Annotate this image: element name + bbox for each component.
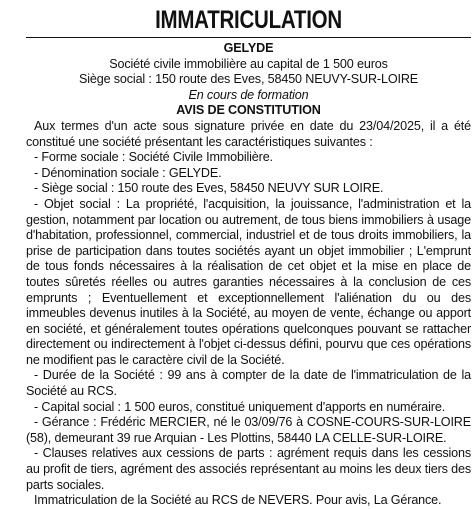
item-share-transfer-clauses: - Clauses relatives aux cessions de parts : agrément requis dans les cessions au profit de tiers, agrément des associés représentant au moins les deux tiers des parts sociales. — [26, 446, 471, 492]
item-legal-form: - Forme sociale : Société Civile Immobilière. — [34, 150, 273, 165]
company-description: Société civile immobilière au capital de 1 500 euros — [109, 56, 388, 71]
notice-body — [26, 41, 471, 509]
closing-statement: Immatriculation de la Société au RCS de NEVERS. Pour avis, La Gérance. — [34, 493, 442, 508]
formation-status: En cours de formation — [188, 87, 309, 102]
item-duration: - Durée de la Société : 99 ans à compter de la date de l'immatriculation de la Société au RCS. — [26, 368, 471, 399]
company-name: GELYDE — [223, 41, 274, 55]
item-corporate-purpose: - Objet social : La propriété, l'acquisition, la jouissance, l'administration et la gestion, notamment par location ou autrement, de tous biens immobiliers à usage d'habitation, professionnel, commercial, industriel et de tous droits immobiliers, la prise de participation dans toutes sociétés ayant un objet immobilier ; L'emprunt de tous fonds nécessaires à la réalisation de cet objet et la mise en place de toutes sûretés réelles ou autres garanties nécessaires à la conclusion de ces emprunts ; Eventuellement et exceptionnellement l'aliénation du ou des immeubles devenus inutiles à la Société, au moyen de vente, échange ou apport en société, et généralement toutes opérations quelconques pouvant se rattacher directement ou indirectement à l'objet ci-dessus défini, pourvu que ces opérations ne modifient pas le caractère civil de la Société. — [26, 196, 471, 367]
section-title: AVIS DE CONSTITUTION — [176, 103, 321, 118]
registered-office: Siège social : 150 route des Eves, 58450 NEUVY-SUR-LOIRE — [78, 72, 419, 87]
intro-paragraph: Aux termes d'un acte sous signature privée en date du 23/04/2025, il a été constitué une société présentant les caractéristiques suivantes : — [26, 118, 471, 149]
item-management: - Gérance : Frédéric MERCIER, né le 03/09/76 à COSNE-COURS-SUR-LOIRE (58), demeurant 39 rue Arquian - Les Plottins, 58440 LA CELLE-SUR-LOIRE. — [26, 415, 471, 445]
item-company-name: - Dénomination sociale : GELYDE. — [34, 165, 222, 180]
headline-divider — [26, 37, 471, 38]
notice-headline: IMMATRICULATION — [155, 6, 342, 34]
item-registered-office: - Siège social : 150 route des Eves, 58450 NEUVY SUR LOIRE. — [34, 181, 384, 196]
item-share-capital: - Capital social : 1 500 euros, constitué uniquement d'apports en numéraire. — [34, 399, 446, 414]
